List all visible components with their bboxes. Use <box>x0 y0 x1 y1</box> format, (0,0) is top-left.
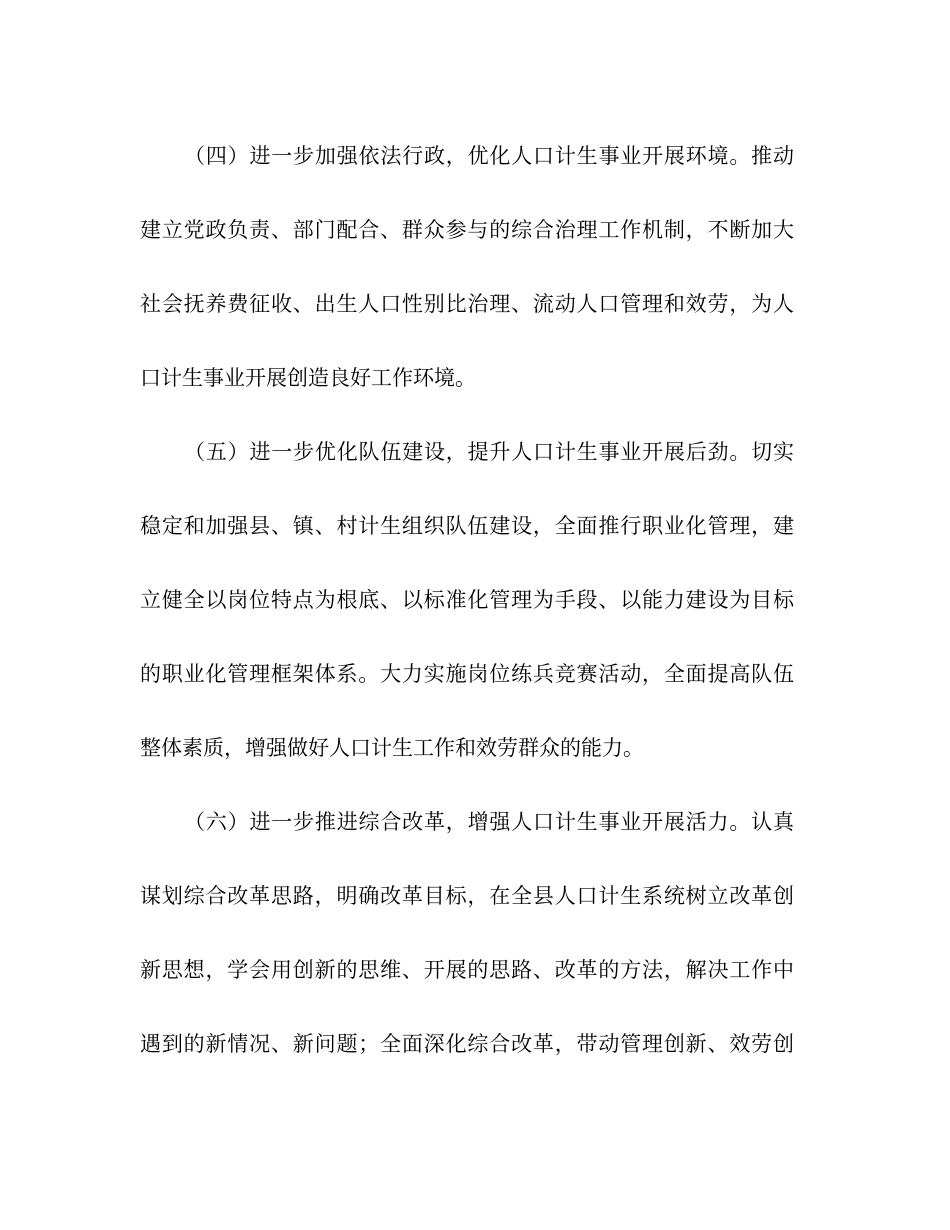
paragraph-4-line-1: （四）进一步加强依法行政，优化人口计生事业开展环境。推动 <box>184 144 794 168</box>
paragraph-6-line-4: 遇到的新情况、新问题；全面深化综合改革，带动管理创新、效劳创 <box>140 1032 794 1056</box>
paragraph-5-line-3: 立健全以岗位特点为根底、以标准化管理为手段、以能力建设为目标 <box>140 588 794 612</box>
paragraph-5-line-1: （五）进一步优化队伍建设，提升人口计生事业开展后劲。切实 <box>184 440 794 464</box>
paragraph-4-line-4: 口计生事业开展创造良好工作环境。 <box>140 366 476 390</box>
paragraph-5-line-2: 稳定和加强县、镇、村计生组织队伍建设，全面推行职业化管理，建 <box>140 514 794 538</box>
paragraph-4-line-3: 社会抚养费征收、出生人口性别比治理、流动人口管理和效劳，为人 <box>140 292 794 316</box>
paragraph-4-line-2: 建立党政负责、部门配合、群众参与的综合治理工作机制，不断加大 <box>140 218 794 242</box>
paragraph-5-line-5: 整体素质，增强做好人口计生工作和效劳群众的能力。 <box>140 736 644 760</box>
paragraph-6-line-1: （六）进一步推进综合改革，增强人口计生事业开展活力。认真 <box>184 810 794 834</box>
paragraph-6-line-2: 谋划综合改革思路，明确改革目标，在全县人口计生系统树立改革创 <box>140 884 794 908</box>
paragraph-6-line-3: 新思想，学会用创新的思维、开展的思路、改革的方法，解决工作中 <box>140 958 794 982</box>
paragraph-5-line-4: 的职业化管理框架体系。大力实施岗位练兵竞赛活动，全面提高队伍 <box>140 662 794 686</box>
